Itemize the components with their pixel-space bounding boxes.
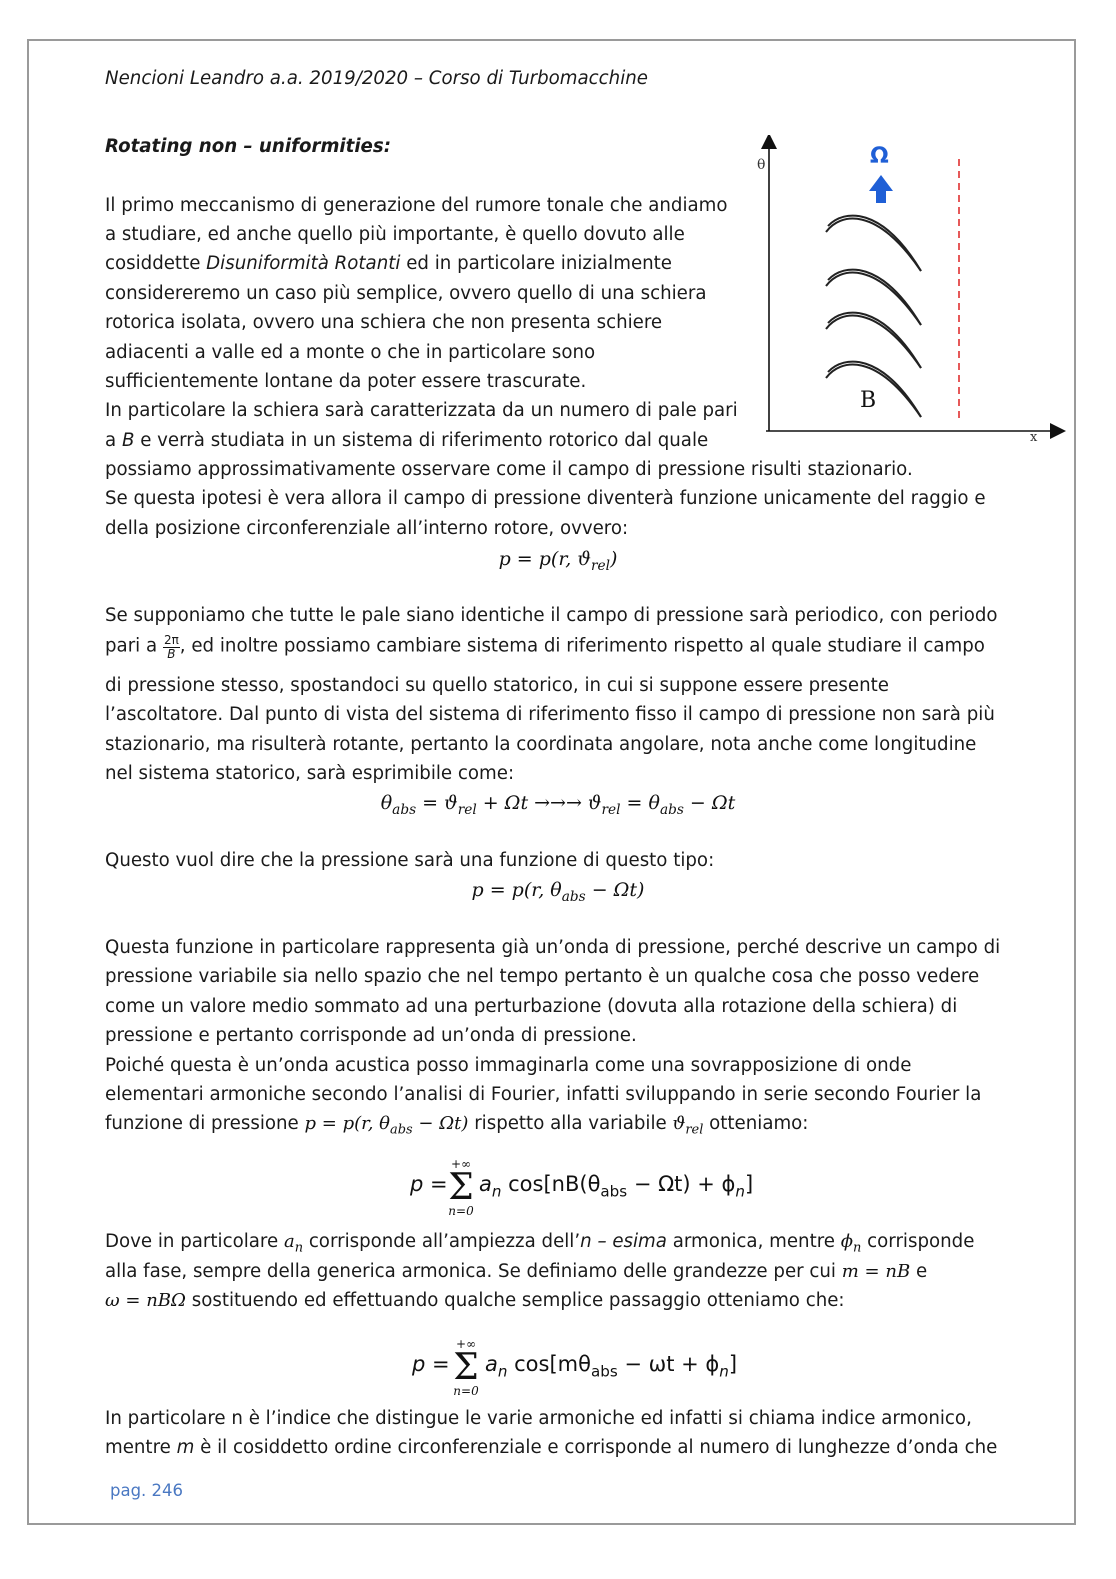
x-axis-label: x	[1030, 430, 1038, 445]
summation-symbol: +∞ Σ n=0	[453, 1337, 479, 1398]
text-line: Il primo meccanismo di generazione del rumore tonale che andiamo	[105, 195, 728, 216]
text-line: considereremo un caso più semplice, ovvero quello di una schiera	[105, 283, 707, 304]
page-header: Nencioni Leandro a.a. 2019/2020 – Corso di Turbomacchine	[105, 68, 648, 89]
text-line: In particolare n è l’indice che distingue le varie armoniche ed infatti si chiama indice armonico,	[105, 1408, 972, 1429]
omega-label: Ω	[870, 144, 889, 169]
text-line: Questo vuol dire che la pressione sarà una funzione di questo tipo:	[105, 850, 715, 871]
page-number: pag. 246	[110, 1481, 184, 1500]
summation-symbol: +∞ Σ n=0	[448, 1157, 474, 1218]
text-line: cosiddette Disuniformità Rotanti ed in particolare inizialmente	[105, 253, 672, 274]
text-line: a B e verrà studiata in un sistema di riferimento rotorico dal quale	[105, 430, 709, 451]
text-line: pari a $\frac{2\pi}{B}$ , ed inoltre possiamo cambiare sistema di riferimento rispetto al quale studiare il campo	[105, 633, 985, 661]
text-line: adiacenti a valle ed a monte o che in particolare sono	[105, 342, 596, 363]
text-line: rotorica isolata, ovvero una schiera che non presenta schiere	[105, 312, 663, 333]
text-line: possiamo approssimativamente osservare come il campo di pressione risulti stazionario.	[105, 459, 913, 480]
blade-count-label: B	[860, 388, 877, 413]
blade	[826, 313, 921, 368]
text-line: della posizione circonferenziale all’interno rotore, ovvero:	[105, 518, 629, 539]
text-line: come un valore medio sommato ad una perturbazione (dovuta alla rotazione della schiera) di	[105, 996, 958, 1017]
text-line: di pressione stesso, spostandoci su quello statorico, in cui si suppone essere presente	[105, 675, 889, 696]
rotation-arrow-icon	[869, 175, 893, 203]
text-line: pressione e pertanto corrisponde ad un’onda di pressione.	[105, 1025, 637, 1046]
blade-cascade-figure	[740, 135, 1070, 445]
equation-angle-transform: $\theta_{abs} = ϑ_{rel} + \Omega t$ →→→ $ϑ_{rel} = \theta_{abs} - \Omega t$	[380, 792, 736, 818]
text-line: Se questa ipotesi è vera allora il campo di pressione diventerà funzione unicamente del raggio e	[105, 488, 986, 509]
text-line: Se supponiamo che tutte le pale siano identiche il campo di pressione sarà periodico, con periodo	[105, 605, 998, 626]
text-line: Questa funzione in particolare rappresenta già un’onda di pressione, perché descrive un campo di	[105, 937, 1001, 958]
text-line: Poiché questa è un’onda acustica posso immaginarla come una sovrapposizione di onde	[105, 1055, 912, 1076]
y-axis-label: θ	[757, 157, 766, 173]
text-line: funzione di pressione p = p(r, $\theta_{abs} - \Omega t$) rispetto alla variabile $ϑ_{rel}$ otteniamo:	[105, 1113, 809, 1138]
blade	[826, 270, 921, 325]
equation-pressure-abs: p = p(r, $\theta_{abs} - \Omega t$)	[471, 879, 645, 905]
fraction-2pi-over-b: $\frac{2\pi}{B}$	[163, 633, 179, 661]
text-line: Dove in particolare $a_n$ corrisponde all’ampiezza dell’n – esima armonica, mentre $\phi_n$ corrisponde	[105, 1231, 975, 1256]
blade	[826, 216, 921, 271]
text-line: nel sistema statorico, sarà esprimibile come:	[105, 763, 515, 784]
text-line: In particolare la schiera sarà caratterizzata da un numero di pale pari	[105, 400, 738, 421]
text-line: ω = nBΩ sostituendo ed effettuando qualche semplice passaggio otteniamo che:	[105, 1290, 845, 1311]
text-line: sufficientemente lontane da poter essere trascurate.	[105, 371, 587, 392]
equation-pressure-rel: p = p(r, $ϑ_{rel}$)	[498, 548, 618, 574]
text-line: elementari armoniche secondo l’analisi di Fourier, infatti sviluppando in serie secondo Fourier la	[105, 1084, 982, 1105]
text-line: mentre m è il cosiddetto ordine circonferenziale e corrisponde al numero di lunghezze d’onda che	[105, 1437, 998, 1458]
text-line: l’ascoltatore. Dal punto di vista del sistema di riferimento fisso il campo di pressione non sarà più	[105, 704, 995, 725]
text-line: a studiare, ed anche quello più importante, è quello dovuto alle	[105, 224, 685, 245]
text-line: stazionario, ma risulterà rotante, pertanto la coordinata angolare, nota anche come longitudine	[105, 734, 977, 755]
text-line: alla fase, sempre della generica armonica. Se definiamo delle grandezze per cui m = nB e	[105, 1261, 928, 1282]
section-title: Rotating non – uniformities:	[105, 136, 391, 157]
text-line: pressione variabile sia nello spazio che nel tempo pertanto è un qualche cosa che posso vedere	[105, 966, 980, 987]
